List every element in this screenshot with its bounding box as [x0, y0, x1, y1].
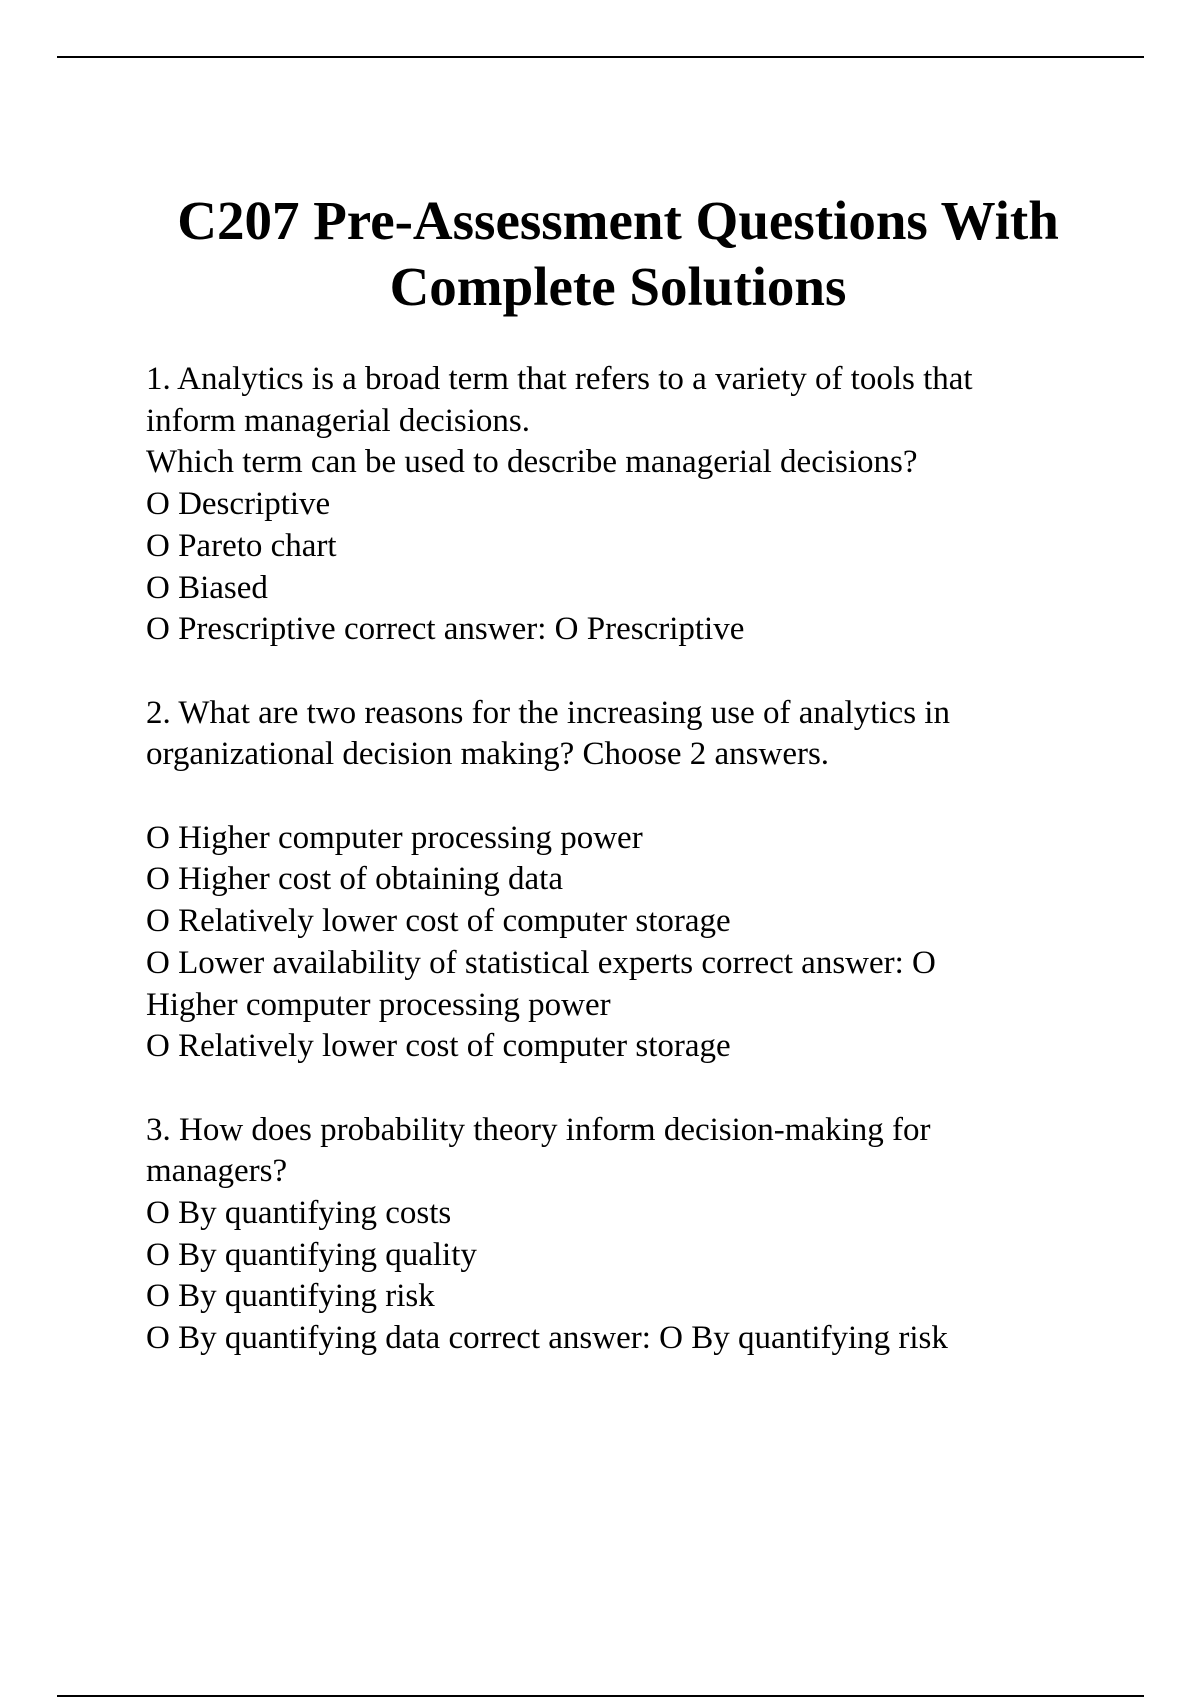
question-1-option-4-answer: O Prescriptive correct answer: O Prescriptive [146, 611, 745, 648]
bottom-rule [57, 1695, 1144, 1697]
question-2-option-4-answer: O Lower availability of statistical experts correct answer: O [146, 944, 936, 981]
question-3-line-2: managers? [146, 1153, 288, 1190]
question-spacer [146, 1068, 1146, 1110]
question-1-line-2: inform managerial decisions. [146, 402, 530, 439]
top-rule [57, 56, 1144, 58]
question-3-option-1: O By quantifying costs [146, 1195, 452, 1232]
title-line-2: Complete Solutions [389, 256, 847, 317]
question-3-option-2: O By quantifying quality [146, 1236, 477, 1273]
question-1 [146, 359, 1146, 651]
question-2-option-1: O Higher computer processing power [146, 819, 643, 856]
question-2-line-1: 2. What are two reasons for the increasing use of analytics in [146, 694, 950, 731]
document-title [90, 188, 1146, 320]
question-1-option-2: O Pareto chart [146, 527, 337, 564]
question-1-option-1: O Descriptive [146, 486, 331, 523]
question-1-option-3: O Biased [146, 569, 268, 606]
question-2-option-2: O Higher cost of obtaining data [146, 861, 563, 898]
question-3-option-3: O By quantifying risk [146, 1278, 435, 1315]
question-1-line-1: 1. Analytics is a broad term that refers to a variety of tools that [146, 361, 973, 397]
title-line-1: C207 Pre-Assessment Questions With [177, 190, 1059, 251]
question-2 [146, 693, 1146, 1068]
question-spacer [146, 651, 1146, 693]
question-2-answer-cont-1: Higher computer processing power [146, 986, 611, 1023]
question-2-line-2: organizational decision making? Choose 2 answers. [146, 736, 830, 773]
question-1-line-3: Which term can be used to describe managerial decisions? [146, 444, 918, 481]
question-2-blank-line [146, 776, 1146, 818]
question-2-option-3: O Relatively lower cost of computer storage [146, 903, 731, 940]
question-list [146, 359, 1146, 1360]
question-2-answer-cont-2: O Relatively lower cost of computer storage [146, 1028, 731, 1065]
question-3-line-1: 3. How does probability theory inform decision-making for [146, 1111, 931, 1148]
question-3-option-4-answer: O By quantifying data correct answer: O By quantifying risk [146, 1320, 948, 1357]
question-3 [146, 1110, 1146, 1360]
